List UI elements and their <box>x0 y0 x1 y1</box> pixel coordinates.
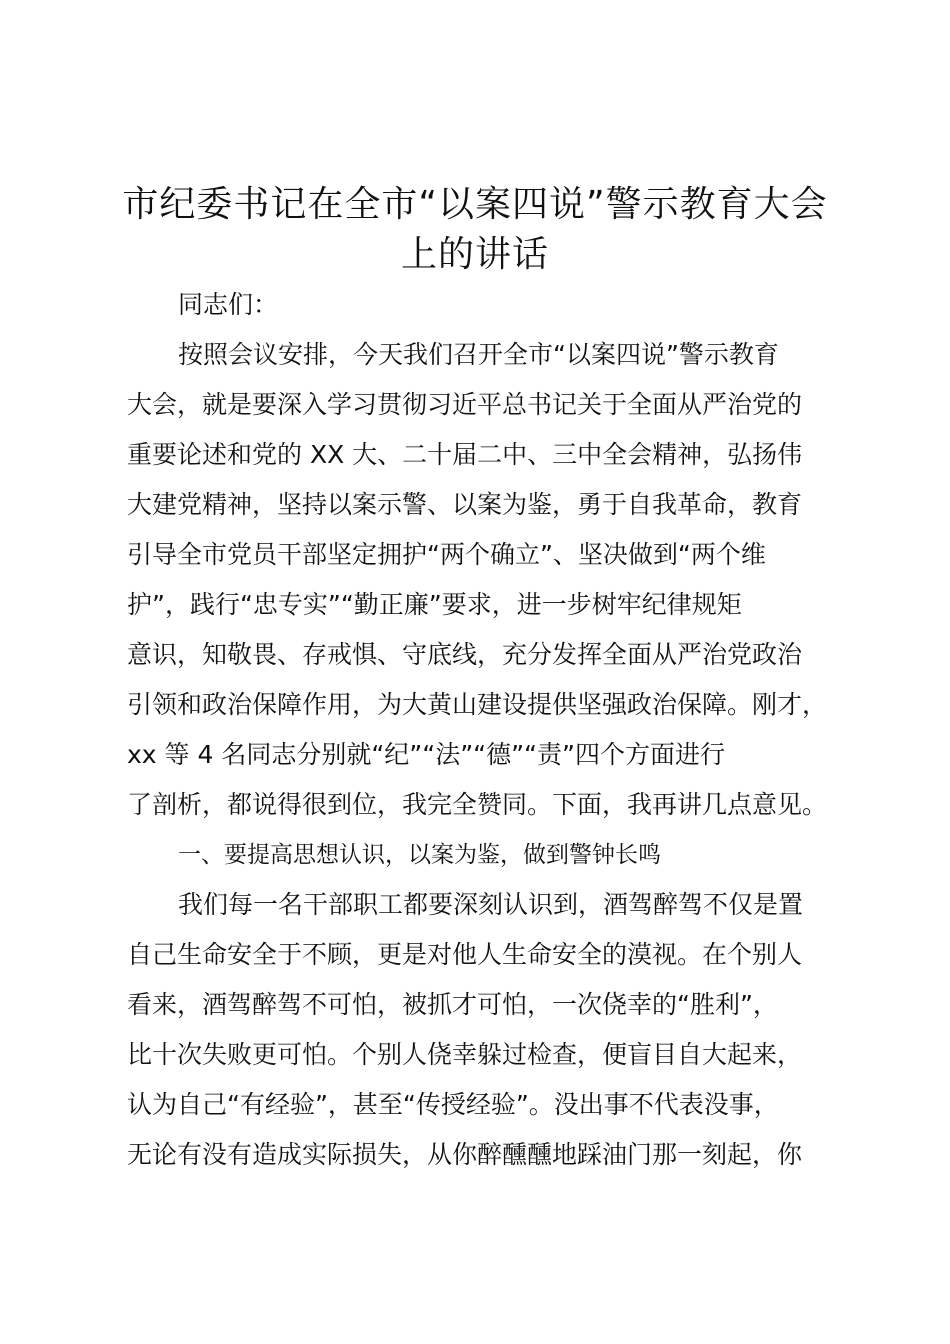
paragraph-2-line: 我们每一名干部职工都要深刻认识到，酒驾醉驾不仅是置 <box>178 890 804 919</box>
document-title <box>80 180 870 280</box>
paragraph-2-line: 看来，酒驾醉驾不可怕，被抓才可怕，一次侥幸的“胜利”， <box>127 990 778 1019</box>
paragraph-2-line: 比十次失败更可怕。个别人侥幸躲过检查，便盲目自大起来， <box>127 1040 803 1069</box>
paragraph-1-line: xx 等 4 名同志分别就“纪”“法”“德”“责”四个方面进行 <box>127 740 725 769</box>
document-body <box>127 280 857 1180</box>
paragraph-1 <box>127 330 857 830</box>
salutation: 同志们： <box>178 290 279 319</box>
paragraph-1-line: 大建党精神，坚持以案示警、以案为鉴，勇于自我革命，教育 <box>127 490 803 519</box>
paragraph-1-line: 重要论述和党的 XX 大、二十届二中、三中全会精神，弘扬伟 <box>127 440 803 469</box>
paragraph-1-line: 引领和政治保障作用，为大黄山建设提供坚强政治保障。刚才， <box>127 690 828 719</box>
title-line-1: 市纪委书记在全市“以案四说”警示教育大会 <box>122 184 828 225</box>
paragraph-1-line: 按照会议安排，今天我们召开全市“以案四说”警示教育 <box>178 340 779 369</box>
paragraph-2 <box>127 880 857 1180</box>
paragraph-2-line: 自己生命安全于不顾，更是对他人生命安全的漠视。在个别人 <box>127 940 803 969</box>
paragraph-1-line: 意识，知敬畏、存戒惧、守底线，充分发挥全面从严治党政治 <box>127 640 803 669</box>
paragraph-1-line: 护”，践行“忠专实”“勤正廉”要求，进一步树牢纪律规矩 <box>127 590 742 619</box>
paragraph-1-line: 了剖析，都说得很到位，我完全赞同。下面，我再讲几点意见。 <box>127 790 828 819</box>
paragraph-1-line: 大会，就是要深入学习贯彻习近平总书记关于全面从严治党的 <box>127 390 803 419</box>
paragraph-1-line: 引导全市党员干部坚定拥护“两个确立”、坚决做到“两个维 <box>127 540 766 569</box>
paragraph-2-line: 无论有没有造成实际损失，从你醉醺醺地踩油门那一刻起，你 <box>127 1140 803 1169</box>
paragraph-2-line: 认为自己“有经验”，甚至“传授经验”。没出事不代表没事， <box>127 1090 779 1119</box>
title-line-2: 上的讲话 <box>400 234 549 275</box>
section-heading-1: 一、要提高思想认识，以案为鉴，做到警钟长鸣 <box>178 842 661 868</box>
